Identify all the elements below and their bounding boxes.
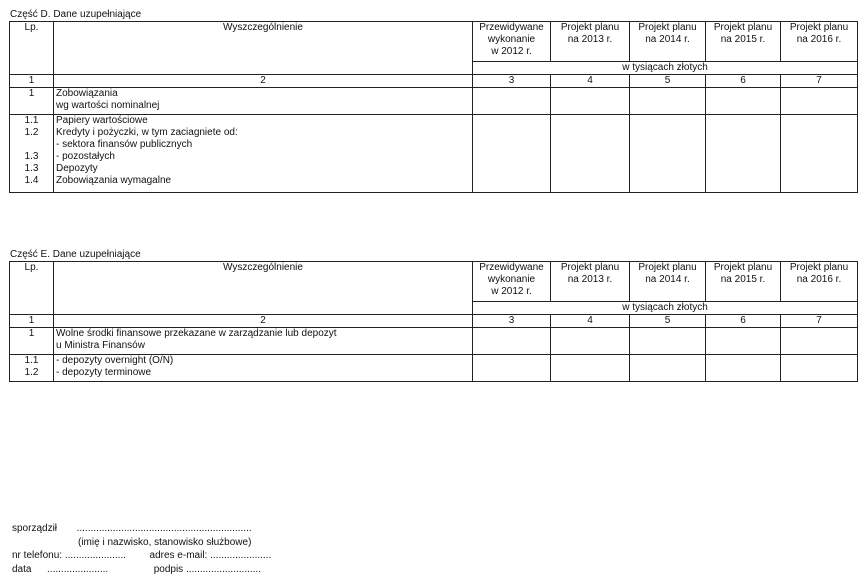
table-row [10,355,858,382]
section-e-table [9,261,858,382]
row-description: Zobowiązania wg wartości nominalnej [54,88,473,115]
col-number: 3 [473,315,551,328]
row-lp: 1 [10,88,54,115]
value-cell[interactable] [706,115,781,193]
table-row [10,88,858,115]
table-row [10,115,858,193]
section-d-title: Część D. Dane uzupełniające [10,9,142,20]
row-lp: 1 [10,328,54,355]
col-number: 6 [706,75,781,88]
header-col6: Projekt planu na 2015 r. [706,262,781,302]
col-number: 6 [706,315,781,328]
header-col3: Przewidywane wykonanie w 2012 r. [473,22,551,62]
value-cell[interactable] [630,328,706,355]
col-number: 4 [551,75,630,88]
value-cell[interactable] [473,355,551,382]
header-col6: Projekt planu na 2015 r. [706,22,781,62]
footer-date-signature [12,564,261,575]
email-label: adres e-mail: [149,550,208,561]
header-wyszczegolnienie: Wyszczególnienie [54,22,473,75]
value-cell[interactable] [473,88,551,115]
header-col3: Przewidywane wykonanie w 2012 r. [473,262,551,302]
email-field[interactable]: ...................... [210,550,272,561]
col-number: 4 [551,315,630,328]
header-col4: Projekt planu na 2013 r. [551,262,630,302]
sporzadzil-field[interactable]: ............................................................... [76,523,252,534]
value-cell[interactable] [630,88,706,115]
footer-sporzadzil [12,523,252,534]
header-col7: Projekt planu na 2016 r. [781,262,858,302]
row-description: Wolne środki finansowe przekazane w zarządzanie lub depozyt u Ministra Finansów [54,328,473,355]
sporzadzil-label: sporządził [12,523,58,534]
value-cell[interactable] [551,355,630,382]
value-cell[interactable] [630,355,706,382]
phone-label: nr telefonu: [12,550,63,561]
value-cell[interactable] [551,115,630,193]
value-cell[interactable] [781,115,858,193]
col-number: 2 [54,75,473,88]
header-col5: Projekt planu na 2014 r. [630,262,706,302]
col-number: 1 [10,315,54,328]
signature-label: podpis [153,564,184,575]
section-d-table [9,21,858,193]
value-cell[interactable] [473,328,551,355]
value-cell[interactable] [781,328,858,355]
table-row [10,328,858,355]
header-lp: Lp. [10,262,54,315]
col-number: 5 [630,75,706,88]
col-number: 2 [54,315,473,328]
signature-field[interactable]: ........................... [185,564,261,575]
value-cell[interactable] [706,88,781,115]
value-cell[interactable] [706,355,781,382]
header-col4: Projekt planu na 2013 r. [551,22,630,62]
section-e-title: Część E. Dane uzupełniające [10,249,141,260]
header-wyszczegolnienie: Wyszczególnienie [54,262,473,315]
col-number: 3 [473,75,551,88]
footer-contact [12,550,271,561]
col-number: 7 [781,75,858,88]
header-lp: Lp. [10,22,54,75]
value-cell[interactable] [706,328,781,355]
col-number: 5 [630,315,706,328]
header-unit: w tysiącach złotych [473,62,858,75]
row-lp: 1.1 1.2 [10,355,54,382]
row-lp: 1.1 1.2 1.3 1.3 1.4 [10,115,54,193]
value-cell[interactable] [781,355,858,382]
value-cell[interactable] [781,88,858,115]
row-description: - depozyty overnight (O/N) - depozyty terminowe [54,355,473,382]
phone-field[interactable]: ...................... [64,550,126,561]
value-cell[interactable] [473,115,551,193]
col-number: 1 [10,75,54,88]
header-unit: w tysiącach złotych [473,302,858,315]
value-cell[interactable] [630,115,706,193]
header-col7: Projekt planu na 2016 r. [781,22,858,62]
date-label: data [12,564,32,575]
sporzadzil-hint: (imię i nazwisko, stanowisko służbowe) [78,537,252,548]
date-field[interactable]: ...................... [47,564,109,575]
row-description: Papiery wartościowe Kredyty i pożyczki, w tym zaciagniete od: - sektora finansów publicznych - pozostałych Depozyty Zobowiązania wymagalne [54,115,473,193]
header-col5: Projekt planu na 2014 r. [630,22,706,62]
value-cell[interactable] [551,328,630,355]
col-number: 7 [781,315,858,328]
value-cell[interactable] [551,88,630,115]
